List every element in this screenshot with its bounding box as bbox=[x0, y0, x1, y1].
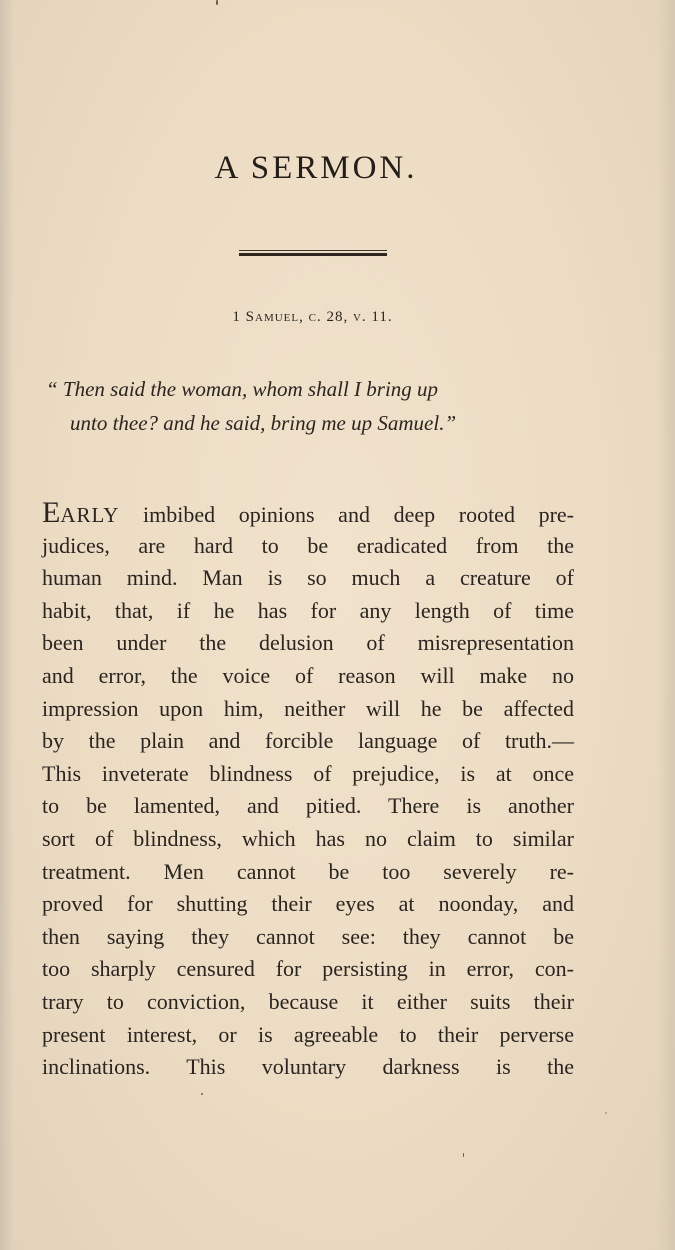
ink-speck bbox=[463, 1153, 464, 1157]
reference-numeral: 1 bbox=[232, 309, 241, 325]
body-line: to be lamented, and pitied. There is another bbox=[42, 793, 574, 819]
body-line: judices, are hard to be eradicated from the bbox=[42, 532, 574, 558]
double-rule-divider bbox=[239, 250, 387, 257]
body-line: habit, that, if he has for any length of time bbox=[42, 597, 574, 623]
body-line: and error, the voice of reason will make no bbox=[42, 662, 574, 688]
rule-thick-line bbox=[239, 253, 387, 256]
epigraph-line-2: unto thee? and he said, bring me up Samuel.” bbox=[70, 411, 457, 435]
body-line: proved for shutting their eyes at noonday, and bbox=[42, 891, 574, 917]
body-line: human mind. Man is so much a creature of bbox=[42, 565, 574, 591]
body-line: inclinations. This voluntary darkness is the bbox=[42, 1054, 574, 1080]
body-line: then saying they cannot see: they cannot be bbox=[42, 923, 574, 949]
body-line: by the plain and forcible language of truth.— bbox=[42, 728, 574, 754]
ink-speck bbox=[216, 0, 218, 5]
reference-book: Samuel, bbox=[245, 309, 304, 325]
sermon-body-paragraph bbox=[42, 497, 574, 1084]
body-line: present interest, or is agreeable to their perverse bbox=[42, 1021, 574, 1047]
ink-speck bbox=[201, 1093, 203, 1095]
body-line: been under the delusion of misrepresentation bbox=[42, 630, 574, 656]
scripture-reference bbox=[0, 309, 625, 326]
body-line: sort of blindness, which has no claim to similar bbox=[42, 825, 574, 851]
epigraph-line-1: “ Then said the woman, whom shall I bring up bbox=[46, 377, 439, 401]
rule-thin-line bbox=[239, 250, 387, 251]
page-edge-shadow-right bbox=[657, 0, 675, 1250]
body-line-first bbox=[42, 497, 574, 530]
page-edge-shadow-left bbox=[0, 0, 14, 1250]
body-line: impression upon him, neither will he be affected bbox=[42, 695, 574, 721]
reference-chapter-verse: c. 28, v. 11. bbox=[308, 309, 393, 325]
body-line: treatment. Men cannot be too severely re- bbox=[42, 858, 574, 884]
page-title: A SERMON. bbox=[214, 150, 418, 186]
ink-speck bbox=[605, 1112, 607, 1114]
first-line-rest: imbibed opinions and deep rooted pre- bbox=[119, 502, 574, 527]
initial-capital: E bbox=[42, 496, 61, 529]
body-line: trary to conviction, because it either suits their bbox=[42, 988, 574, 1014]
body-line: too sharply censured for persisting in error, con- bbox=[42, 956, 574, 982]
body-line: This inveterate blindness of prejudice, is at once bbox=[42, 760, 574, 786]
initial-word-rest: ARLY bbox=[60, 503, 120, 527]
epigraph-quote bbox=[46, 372, 586, 440]
